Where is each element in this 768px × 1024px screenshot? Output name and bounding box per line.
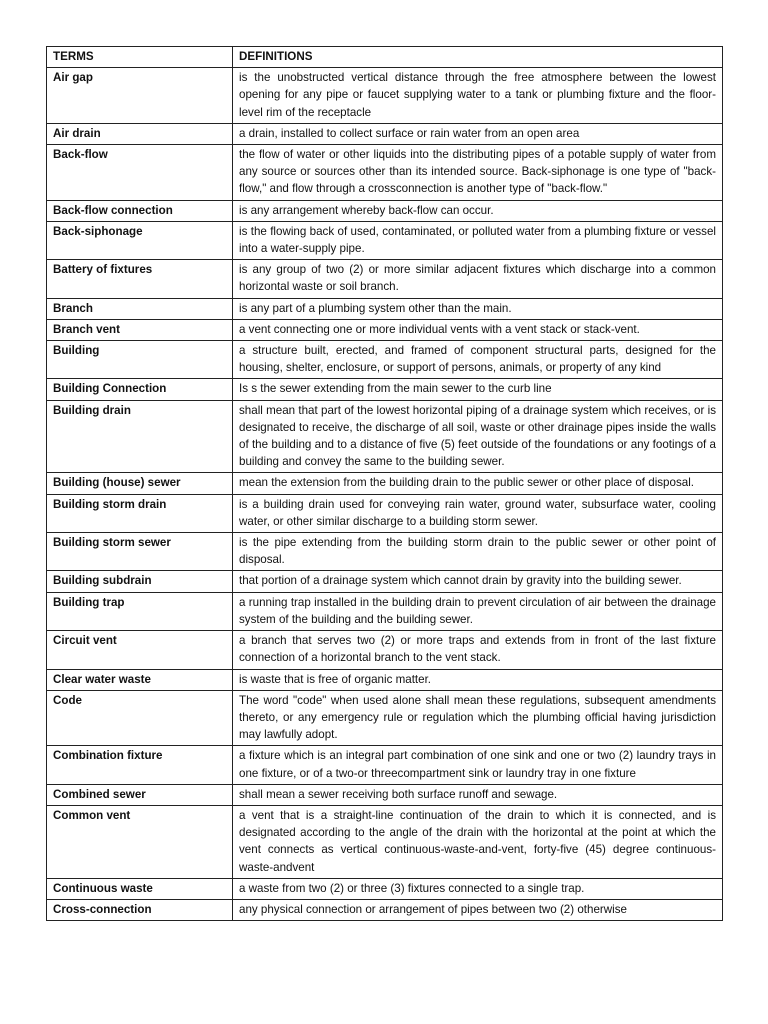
table-body xyxy=(47,68,723,921)
definition-cell: a structure built, erected, and framed of component structural parts, designed for the housing, shelter, enclosure, or support of persons, animals, or property of any kind xyxy=(233,341,723,379)
table-row xyxy=(47,805,723,878)
term-cell: Back-flow connection xyxy=(47,200,233,221)
table-row xyxy=(47,145,723,201)
definition-cell: a vent that is a straight-line continuation of the drain to which it is connected, and is designated according to the angle of the drain with the horizontal at the point at which the vent connects as vertical continuous-waste-and-vent, forty-five (45) degree continuous-waste-andvent xyxy=(233,805,723,878)
table-row xyxy=(47,631,723,669)
table-row xyxy=(47,298,723,319)
term-cell: Clear water waste xyxy=(47,669,233,690)
table-row xyxy=(47,494,723,532)
table-row xyxy=(47,473,723,494)
definition-cell: The word "code" when used alone shall mean these regulations, subsequent amendments thereto, or any emergency rule or regulation which the plumbing official having jurisdiction may lawfully adopt. xyxy=(233,690,723,746)
definition-cell: is the flowing back of used, contaminated, or polluted water from a plumbing fixture or vessel into a water-supply pipe. xyxy=(233,221,723,259)
term-cell: Circuit vent xyxy=(47,631,233,669)
definition-cell: a branch that serves two (2) or more traps and extends from in front of the last fixture connection of a horizontal branch to the vent stack. xyxy=(233,631,723,669)
definition-cell: is any part of a plumbing system other than the main. xyxy=(233,298,723,319)
definition-cell: is the pipe extending from the building storm drain to the public sewer or other point of disposal. xyxy=(233,533,723,571)
definition-cell: any physical connection or arrangement of pipes between two (2) otherwise xyxy=(233,899,723,920)
table-row xyxy=(47,68,723,124)
terms-header: TERMS xyxy=(47,47,233,68)
term-cell: Combination fixture xyxy=(47,746,233,784)
table-row xyxy=(47,571,723,592)
definition-cell: that portion of a drainage system which cannot drain by gravity into the building sewer. xyxy=(233,571,723,592)
document-page xyxy=(46,46,722,921)
table-row xyxy=(47,123,723,144)
table-header-row xyxy=(47,47,723,68)
definitions-header: DEFINITIONS xyxy=(233,47,723,68)
table-row xyxy=(47,400,723,473)
table-row xyxy=(47,319,723,340)
definition-cell: a vent connecting one or more individual vents with a vent stack or stack-vent. xyxy=(233,319,723,340)
definition-cell: is any group of two (2) or more similar adjacent fixtures which discharge into a common horizontal waste or soil branch. xyxy=(233,260,723,298)
term-cell: Branch vent xyxy=(47,319,233,340)
definitions-table xyxy=(46,46,723,921)
table-row xyxy=(47,221,723,259)
term-cell: Building subdrain xyxy=(47,571,233,592)
definition-cell: is a building drain used for conveying rain water, ground water, subsurface water, cooling water, or other similar discharge to a building storm sewer. xyxy=(233,494,723,532)
definition-cell: Is s the sewer extending from the main sewer to the curb line xyxy=(233,379,723,400)
table-row xyxy=(47,533,723,571)
definition-cell: mean the extension from the building drain to the public sewer or other place of disposal. xyxy=(233,473,723,494)
term-cell: Building Connection xyxy=(47,379,233,400)
definition-cell: shall mean a sewer receiving both surface runoff and sewage. xyxy=(233,784,723,805)
term-cell: Building (house) sewer xyxy=(47,473,233,494)
table-row xyxy=(47,379,723,400)
term-cell: Building trap xyxy=(47,592,233,630)
table-row xyxy=(47,260,723,298)
table-row xyxy=(47,899,723,920)
definition-cell: is the unobstructed vertical distance through the free atmosphere between the lowest opening for any pipe or faucet supplying water to a tank or plumbing fixture and the floor-level rim of the receptacle xyxy=(233,68,723,124)
table-row xyxy=(47,746,723,784)
table-row xyxy=(47,878,723,899)
definition-cell: a waste from two (2) or three (3) fixtures connected to a single trap. xyxy=(233,878,723,899)
term-cell: Cross-connection xyxy=(47,899,233,920)
term-cell: Building drain xyxy=(47,400,233,473)
term-cell: Back-siphonage xyxy=(47,221,233,259)
table-row xyxy=(47,200,723,221)
term-cell: Code xyxy=(47,690,233,746)
term-cell: Back-flow xyxy=(47,145,233,201)
term-cell: Battery of fixtures xyxy=(47,260,233,298)
term-cell: Branch xyxy=(47,298,233,319)
term-cell: Building xyxy=(47,341,233,379)
definition-cell: is waste that is free of organic matter. xyxy=(233,669,723,690)
table-row xyxy=(47,669,723,690)
term-cell: Combined sewer xyxy=(47,784,233,805)
term-cell: Air drain xyxy=(47,123,233,144)
definition-cell: a drain, installed to collect surface or rain water from an open area xyxy=(233,123,723,144)
definition-cell: is any arrangement whereby back-flow can occur. xyxy=(233,200,723,221)
table-row xyxy=(47,341,723,379)
definition-cell: a running trap installed in the building drain to prevent circulation of air between the drainage system of the building and the building sewer. xyxy=(233,592,723,630)
term-cell: Continuous waste xyxy=(47,878,233,899)
table-row xyxy=(47,784,723,805)
table-row xyxy=(47,592,723,630)
definition-cell: a fixture which is an integral part combination of one sink and one or two (2) laundry trays in one fixture, or of a two-or threecompartment sink or laundry tray in one fixture xyxy=(233,746,723,784)
term-cell: Building storm drain xyxy=(47,494,233,532)
definition-cell: shall mean that part of the lowest horizontal piping of a drainage system which receives, or is designated to receive, the discharge of all soil, waste or other drainage pipes inside the walls of the building and to a distance of five (5) feet outside of the foundations or any footings of a building and convey the same to the building sewer. xyxy=(233,400,723,473)
term-cell: Air gap xyxy=(47,68,233,124)
definition-cell: the flow of water or other liquids into the distributing pipes of a potable supply of water from any source or sources other than its intended source. Back-siphonage is one type of "back-flow," and flow through a crossconnection is another type of "back-flow." xyxy=(233,145,723,201)
term-cell: Building storm sewer xyxy=(47,533,233,571)
table-row xyxy=(47,690,723,746)
term-cell: Common vent xyxy=(47,805,233,878)
